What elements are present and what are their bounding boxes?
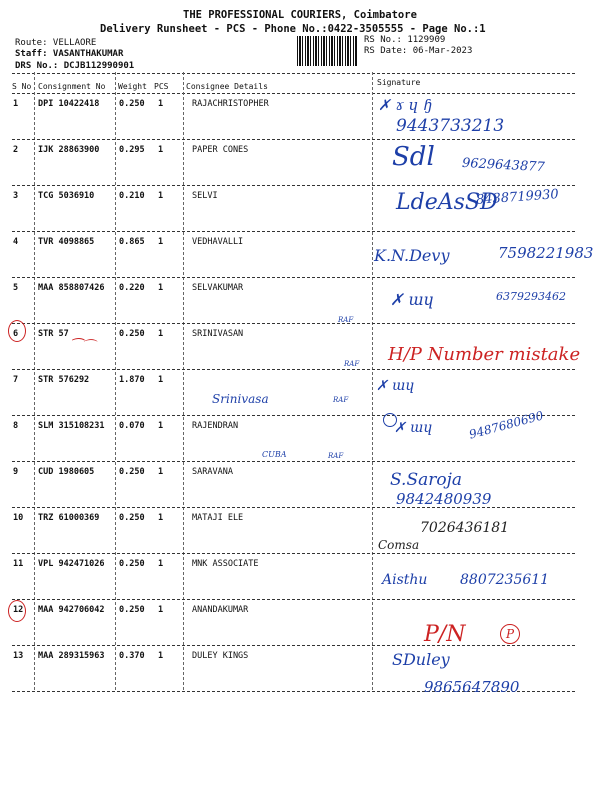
- row-pcs: 1: [158, 283, 164, 293]
- row-divider: [12, 599, 575, 600]
- row-pcs: 1: [158, 651, 164, 661]
- row-weight: 0.250: [119, 513, 145, 523]
- row-weight: 0.070: [119, 421, 145, 431]
- row-consignee: MNK ASSOCIATE: [192, 559, 259, 569]
- row-consignee: SELVI: [192, 191, 218, 201]
- col-signature: Signature: [377, 78, 421, 87]
- row-consignment-no: SLM 315108231: [38, 421, 105, 431]
- staff-label: Staff: VASANTHAKUMAR: [15, 49, 124, 59]
- row-consignee: MATAJI ELE: [192, 513, 244, 523]
- row-divider: [12, 415, 575, 416]
- company-title: THE PROFESSIONAL COURIERS, Coimbatore: [183, 9, 417, 21]
- handwritten-phone: 6379293462: [496, 290, 566, 303]
- row-divider: [12, 139, 575, 140]
- row-pcs: 1: [158, 145, 164, 155]
- row-consignment-no: MAA 942706042: [38, 605, 105, 615]
- row-consignment-no: VPL 942471026: [38, 559, 105, 569]
- col-pcs: PCS: [154, 82, 169, 91]
- row-pcs: 1: [158, 513, 164, 523]
- signature-mark: ✗ ɯɥ: [394, 420, 433, 436]
- signature-mark: ✗ ɯɥ: [376, 378, 415, 394]
- row-weight: 0.250: [119, 605, 145, 615]
- circle-mark: P: [500, 624, 520, 644]
- row-sno: 2: [13, 145, 19, 155]
- row-consignment-no: TRZ 61000369: [38, 513, 100, 523]
- row-pcs: 1: [158, 559, 164, 569]
- row-pcs: 1: [158, 329, 164, 339]
- handwritten-phone: 9443733213: [396, 116, 505, 136]
- runsheet-title: Delivery Runsheet - PCS - Phone No.:0422-3505555 - Page No.:1: [100, 23, 486, 35]
- col-divider: [115, 72, 116, 690]
- row-sno: 1: [13, 99, 19, 109]
- row-divider: [12, 323, 575, 324]
- row-pcs: 1: [158, 421, 164, 431]
- row-consignee: RAJENDRAN: [192, 421, 239, 431]
- row-sno: 12: [13, 605, 24, 615]
- row-sno: 4: [13, 237, 19, 247]
- row-consignee: SELVAKUMAR: [192, 283, 244, 293]
- handwritten-phone: 8807235611: [460, 572, 550, 588]
- col-consignment: Consignment No: [38, 82, 106, 91]
- row-consignee: RAJACHRISTOPHER: [192, 99, 269, 109]
- col-divider: [183, 72, 184, 690]
- handwritten-phone: 8438719930: [475, 187, 560, 208]
- row-divider: [12, 231, 575, 232]
- handwritten-note: CUBA: [262, 450, 287, 459]
- row-sno: 9: [13, 467, 19, 477]
- circle-mark: [8, 320, 26, 342]
- handwritten-phone: 9487680690: [467, 408, 545, 442]
- scribble-mark: ⁀⌒: [70, 339, 96, 355]
- handwritten-phone: 9629643877: [461, 155, 546, 176]
- row-pcs: 1: [158, 99, 164, 109]
- row-pcs: 1: [158, 605, 164, 615]
- raf-stamp: RAF: [328, 452, 344, 460]
- row-pcs: 1: [158, 191, 164, 201]
- row-consignee: DULEY KINGS: [192, 651, 249, 661]
- col-sno: S No: [12, 82, 32, 91]
- handwritten-name: Srinivasa: [212, 392, 269, 406]
- circle-mark: [8, 600, 26, 622]
- row-consignment-no: MAA 858807426: [38, 283, 105, 293]
- row-consignment-no: TVR 4098865: [38, 237, 95, 247]
- row-consignment-no: DPI 10422418: [38, 99, 100, 109]
- rs-number: RS No.: 1129909: [364, 35, 446, 45]
- handwritten-phone: 7026436181: [420, 520, 510, 536]
- row-sno: 10: [13, 513, 24, 523]
- handwritten-signature: Comsa: [378, 538, 420, 552]
- row-consignee: SRINIVASAN: [192, 329, 244, 339]
- row-weight: 0.370: [119, 651, 145, 661]
- col-divider: [372, 72, 373, 690]
- row-pcs: 1: [158, 467, 164, 477]
- row-consignment-no: IJK 28863900: [38, 145, 100, 155]
- row-weight: 0.250: [119, 467, 145, 477]
- col-consignee: Consignee Details: [186, 82, 268, 91]
- col-divider: [34, 72, 35, 690]
- row-pcs: 1: [158, 375, 164, 385]
- row-divider: [12, 369, 575, 370]
- handwritten-phone: 9842480939: [396, 490, 492, 508]
- row-weight: 0.295: [119, 145, 145, 155]
- row-pcs: 1: [158, 237, 164, 247]
- row-weight: 0.250: [119, 99, 145, 109]
- handwritten-signature: Aisthu: [382, 572, 428, 588]
- row-consignment-no: STR 576292: [38, 375, 90, 385]
- signature-mark: ✗ ɤ ɥ ɧ: [378, 96, 433, 114]
- row-sno: 6: [13, 329, 19, 339]
- row-weight: 0.250: [119, 559, 145, 569]
- row-consignee: ANANDAKUMAR: [192, 605, 249, 615]
- handwritten-signature: LdeAsSD: [396, 190, 498, 215]
- handwritten-signature: S.Saroja: [390, 470, 462, 490]
- raf-stamp: RAF: [344, 360, 360, 368]
- signature-mark: ✗ ɯɥ: [390, 290, 434, 309]
- route-label: Route: VELLAORE: [15, 38, 97, 48]
- col-weight: Weight: [118, 82, 147, 91]
- row-weight: 0.210: [119, 191, 145, 201]
- row-consignment-no: MAA 289315963: [38, 651, 105, 661]
- handwritten-signature: K.N.Devy: [374, 246, 450, 265]
- handwritten-note: H/P Number mistake: [388, 344, 581, 365]
- row-consignee: PAPER CONES: [192, 145, 249, 155]
- table-top-rule: [12, 73, 575, 74]
- handwritten-signature: Sdl: [392, 142, 435, 172]
- row-weight: 0.250: [119, 329, 145, 339]
- raf-stamp: RAF: [333, 396, 349, 404]
- row-consignment-no: CUD 1980605: [38, 467, 95, 477]
- row-divider: [12, 645, 575, 646]
- raf-stamp: RAF: [338, 316, 354, 324]
- barcode: [297, 36, 357, 66]
- row-weight: 0.865: [119, 237, 145, 247]
- row-sno: 3: [13, 191, 19, 201]
- row-weight: 1.870: [119, 375, 145, 385]
- handwritten-phone: 7598221983: [498, 244, 594, 262]
- drs-number: DRS No.: DCJB112990901: [15, 61, 135, 71]
- row-consignee: VEDHAVALLI: [192, 237, 244, 247]
- row-sno: 5: [13, 283, 19, 293]
- row-divider: [12, 553, 575, 554]
- row-weight: 0.220: [119, 283, 145, 293]
- row-divider: [12, 185, 575, 186]
- row-consignment-no: TCG 5036910: [38, 191, 95, 201]
- handwritten-phone: 9865647890: [424, 678, 520, 696]
- row-consignment-no: STR 57: [38, 329, 69, 339]
- handwritten-note: P/N: [424, 622, 466, 647]
- rs-date: RS Date: 06-Mar-2023: [364, 46, 473, 56]
- row-sno: 13: [13, 651, 24, 661]
- row-sno: 11: [13, 559, 24, 569]
- row-divider: [12, 461, 575, 462]
- row-consignee: SARAVANA: [192, 467, 233, 477]
- row-sno: 7: [13, 375, 19, 385]
- row-sno: 8: [13, 421, 19, 431]
- handwritten-signature: SDuley: [392, 650, 450, 669]
- table-header-rule: [12, 93, 575, 94]
- row-divider: [12, 277, 575, 278]
